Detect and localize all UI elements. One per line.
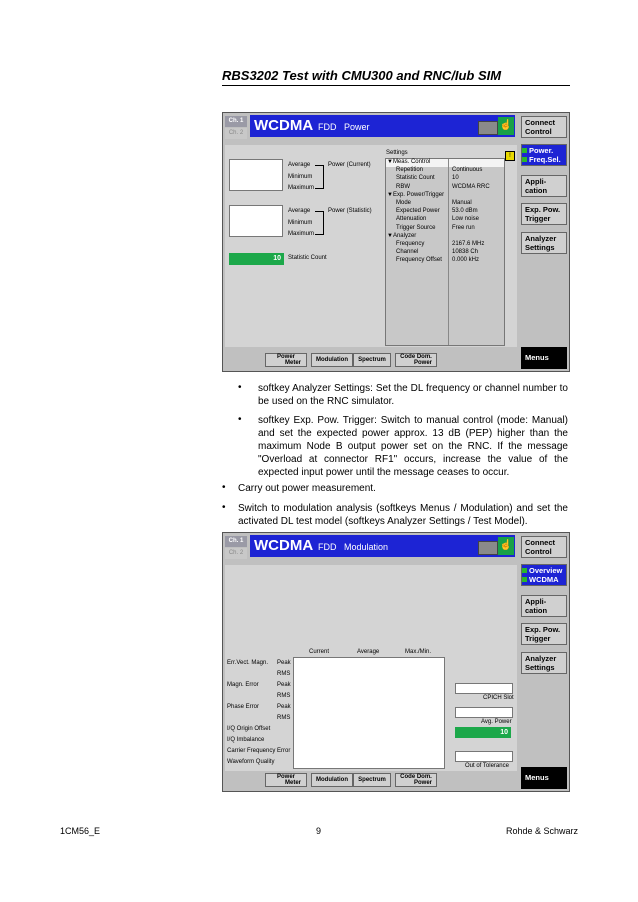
tab-label: Power	[413, 780, 432, 786]
tab-label: Code Dom.	[400, 354, 432, 360]
connect-control-softkey[interactable]: Connect Control	[521, 536, 567, 558]
title-fdd: FDD	[318, 542, 337, 552]
application-softkey[interactable]: Appli- cation	[521, 175, 567, 197]
settings-row-value: 10838 Ch	[452, 249, 479, 256]
bullet-glyph: •	[222, 502, 226, 513]
settings-row-value: Free run	[452, 224, 475, 231]
softkey-label: Overview WCDMA	[529, 566, 563, 584]
title-bar	[250, 115, 515, 137]
settings-row-label: ▼Meas. Control	[387, 159, 431, 165]
column-max-min: Max./Min.	[405, 649, 432, 655]
connect-control-softkey[interactable]: Connect Control	[521, 116, 567, 138]
cpich-slot-field	[455, 683, 513, 694]
settings-row-label: RBW	[396, 183, 410, 190]
average-label: Average	[288, 162, 311, 168]
led-icon	[522, 577, 527, 582]
title-wcdma: WCDMA	[254, 537, 314, 554]
footer-company: Rohde & Schwarz	[506, 826, 579, 836]
settings-divider	[448, 159, 449, 345]
channel-1-tab[interactable]: Ch. 1	[225, 536, 247, 547]
bracket	[315, 165, 324, 189]
statistic-count-value: 10	[229, 253, 284, 265]
settings-row-value: Manual	[452, 199, 472, 206]
tab-label: Code Dom.	[400, 774, 432, 780]
document-header-title: RBS3202 Test with CMU300 and RNC/Iub SIM	[222, 68, 502, 83]
settings-row[interactable]	[386, 175, 504, 183]
row-magn-error: Magn. Error	[227, 682, 259, 688]
header-rule	[222, 85, 570, 86]
avg-power-field	[455, 707, 513, 718]
footer-page-number: 9	[316, 826, 322, 836]
hand-icon[interactable]: ☝	[498, 537, 514, 555]
settings-row[interactable]	[386, 257, 504, 265]
bullet-glyph: •	[238, 414, 242, 425]
settings-row-label: Statistic Count	[396, 175, 435, 182]
exp-pow-trigger-softkey[interactable]: Exp. Pow. Trigger	[521, 203, 567, 225]
led-icon	[522, 148, 527, 153]
settings-row-value: 53.0 dBm	[452, 208, 478, 215]
settings-row[interactable]	[386, 249, 504, 257]
channel-2-tab[interactable]: Ch. 2	[225, 548, 247, 559]
settings-panel	[385, 158, 505, 346]
power-current-title: Power (Current)	[328, 162, 371, 168]
settings-row-label: Mode	[396, 199, 412, 206]
screenshot-modulation	[222, 532, 570, 792]
settings-row[interactable]	[386, 200, 504, 208]
settings-row-label: Frequency	[396, 240, 425, 247]
cpich-slot-label: CPICH Slot	[483, 695, 514, 701]
signal-icon	[478, 121, 498, 135]
minimum-label: Minimum	[288, 220, 313, 226]
statistic-count-label: Statistic Count	[288, 255, 327, 261]
settings-row-label: Trigger Source	[396, 224, 436, 231]
peak-label: Peak	[277, 660, 291, 666]
rms-label: RMS	[277, 671, 291, 677]
tab-label: Meter	[284, 360, 301, 366]
exp-pow-trigger-softkey[interactable]: Exp. Pow. Trigger	[521, 623, 567, 645]
settings-row[interactable]	[386, 208, 504, 216]
row-iq-origin-offset: I/Q Origin Offset	[227, 726, 271, 732]
menus-button[interactable]: Menus	[521, 767, 567, 789]
average-label: Average	[288, 208, 311, 214]
bracket	[315, 211, 324, 235]
application-softkey[interactable]: Appli- cation	[521, 595, 567, 617]
settings-row-label: Channel	[396, 249, 419, 256]
overview-wcdma-softkey[interactable]	[521, 564, 567, 586]
row-waveform-quality: Waveform Quality	[227, 759, 275, 765]
settings-row-value: 0.000 kHz	[452, 257, 480, 264]
tab-label: Power	[276, 774, 295, 780]
row-phase-error: Phase Error	[227, 704, 260, 710]
measurement-area	[225, 145, 517, 347]
sub-bullet-1: softkey Analyzer Settings: Set the DL frequency or channel number to be used on the RNC simulator.	[258, 383, 568, 407]
column-average: Average	[357, 649, 380, 655]
code-dom-power-tab[interactable]	[395, 773, 437, 787]
maximum-label: Maximum	[288, 231, 315, 237]
row-carrier-frequency-error: Carrier Frequency Error	[227, 748, 291, 754]
settings-row[interactable]	[386, 241, 504, 249]
main-bullet-1: Carry out power measurement.	[238, 483, 376, 494]
row-iq-imbalance: I/Q Imbalance	[227, 737, 265, 743]
bullet-glyph: •	[238, 382, 242, 393]
settings-row[interactable]	[386, 225, 504, 233]
title-bar	[250, 535, 515, 557]
power-statistic-display	[229, 205, 283, 237]
power-meter-tab[interactable]	[265, 773, 307, 787]
led-icon	[522, 568, 527, 573]
title-mode: Power	[344, 122, 370, 132]
warning-icon: !	[505, 151, 515, 161]
settings-row-label: Expected Power	[396, 208, 440, 215]
sub-bullet-2: softkey Exp. Pow. Trigger: Switch to manual control (mode: Manual) and set the expected power approx. 13 dB (PEP) higher than the maximum Node B output power set on the RNC. If the message "Overload at connector RF1" occurs, increase the value of the expected input power until the message ceases to occur.	[258, 415, 568, 478]
tab-label: Power	[276, 354, 295, 360]
channel-2-tab[interactable]: Ch. 2	[225, 128, 247, 139]
screenshot-power	[222, 112, 570, 372]
minimum-label: Minimum	[288, 174, 313, 180]
settings-row-label: ▼Analyzer	[387, 232, 417, 239]
signal-icon	[478, 541, 498, 555]
peak-label: Peak	[277, 704, 291, 710]
settings-row[interactable]	[386, 184, 504, 192]
settings-row[interactable]	[386, 167, 504, 175]
out-of-tolerance-label: Out of Tolerance	[465, 763, 509, 769]
power-freq-sel-softkey[interactable]	[521, 144, 567, 166]
measurement-area	[225, 565, 517, 771]
main-bullet-2: Switch to modulation analysis (softkeys Menus / Modulation) and set the activated DL test model (softkeys Analyzer Settings / Test Model).	[238, 503, 568, 527]
settings-row-value: 2167.6 MHz	[452, 240, 485, 247]
settings-row-label: Frequency Offset	[396, 257, 442, 264]
settings-row[interactable]	[386, 233, 504, 241]
settings-title: Settings	[386, 150, 408, 156]
softkey-label: Power. Freq.Sel.	[529, 146, 561, 164]
settings-row-value: Continuous	[452, 167, 483, 174]
rms-label: RMS	[277, 715, 291, 721]
title-wcdma: WCDMA	[254, 117, 314, 134]
power-meter-tab[interactable]	[265, 353, 307, 367]
settings-row[interactable]	[386, 159, 504, 167]
row-err-vect-magn: Err.Vect. Magn.	[227, 660, 269, 666]
rms-label: RMS	[277, 693, 291, 699]
modulation-results-table	[293, 657, 445, 769]
settings-row-value: Low noise	[452, 216, 480, 223]
hand-icon[interactable]: ☝	[498, 117, 514, 135]
settings-row[interactable]	[386, 216, 504, 224]
avg-power-value: 10	[455, 727, 511, 738]
settings-row-label: Repetition	[396, 167, 424, 174]
power-statistic-title: Power (Statistic)	[328, 208, 372, 214]
led-icon	[522, 157, 527, 162]
bullet-glyph: •	[222, 482, 226, 493]
peak-label: Peak	[277, 682, 291, 688]
title-fdd: FDD	[318, 122, 337, 132]
analyzer-settings-softkey[interactable]: Analyzer Settings	[521, 232, 567, 254]
title-mode: Modulation	[344, 542, 389, 552]
settings-row-label: ▼Exp. Power/Trigger	[387, 191, 445, 198]
avg-power-label: Avg. Power	[481, 719, 512, 725]
settings-row-label: Attenuation	[396, 216, 427, 223]
tolerance-field	[455, 751, 513, 762]
settings-row[interactable]	[386, 192, 504, 200]
tab-label: Meter	[284, 780, 301, 786]
settings-row-value: WCDMA RRC	[452, 183, 490, 190]
analyzer-settings-softkey[interactable]: Analyzer Settings	[521, 652, 567, 674]
column-current: Current	[309, 649, 330, 655]
modulation-tab[interactable]: Modulation	[311, 353, 353, 367]
spectrum-tab[interactable]: Spectrum	[353, 353, 391, 367]
power-current-display	[229, 159, 283, 191]
spectrum-tab[interactable]: Spectrum	[353, 773, 391, 787]
footer-document-id: 1CM56_E	[60, 826, 101, 836]
channel-1-tab[interactable]: Ch. 1	[225, 116, 247, 127]
tab-label: Power	[413, 360, 432, 366]
settings-row-value: 10	[452, 175, 459, 182]
maximum-label: Maximum	[288, 185, 315, 191]
menus-button[interactable]: Menus	[521, 347, 567, 369]
modulation-tab[interactable]: Modulation	[311, 773, 353, 787]
code-dom-power-tab[interactable]	[395, 353, 437, 367]
